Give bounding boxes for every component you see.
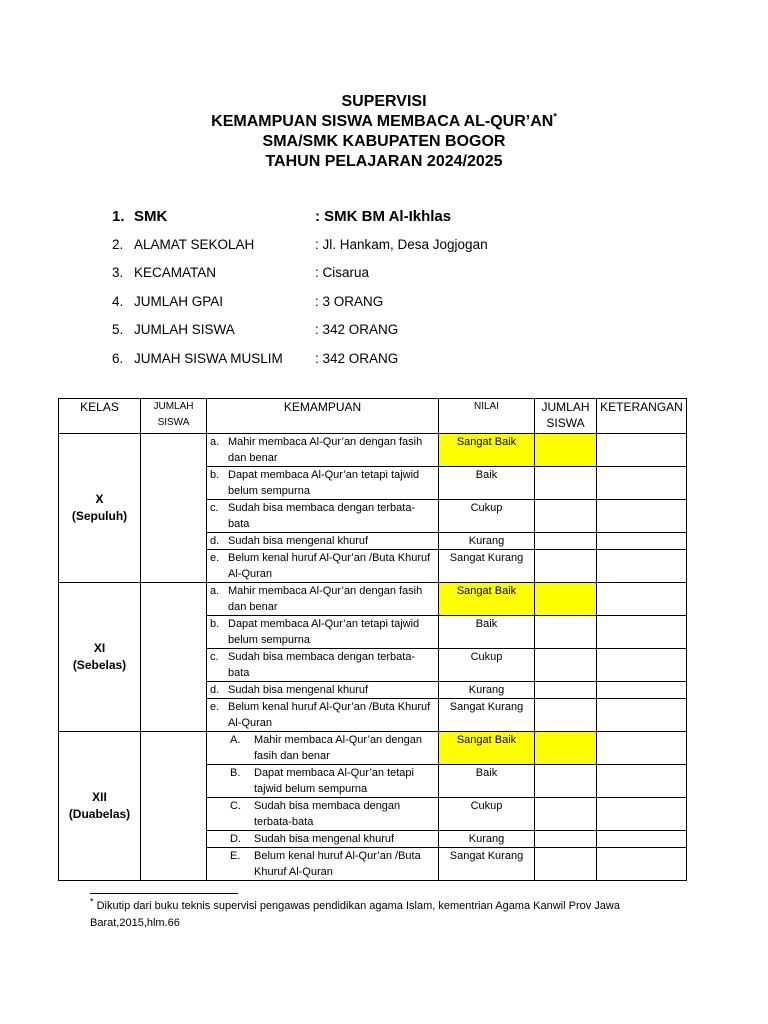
item-letter: e. [210,552,220,564]
jumlah-cell [535,616,597,649]
item-letter: E. [230,850,241,862]
footnote-mark: * [90,896,94,907]
nilai-cell: Cukup [439,649,535,682]
item-letter: C. [230,800,241,812]
jumlah-cell [535,649,597,682]
kemampuan-cell [207,798,439,831]
kelas-cell [59,732,141,881]
item-letter: b. [210,618,220,630]
info-number: 1. [112,208,125,225]
item-text: Belum kenal huruf Al-Qur’an /Buta Khuruf Al-Quran [254,850,421,878]
kelas-sub: (Sepuluh) [71,509,128,523]
nilai-cell: Baik [439,616,535,649]
item-letter: a. [210,436,220,448]
info-number: 5. [112,322,124,338]
keterangan-cell [597,848,687,881]
kelas-cell [59,434,141,583]
jumlah-siswa-cell [141,583,207,732]
kemampuan-cell [207,699,439,732]
title-line-4: TAHUN PELAJARAN 2024/2025 [265,153,503,170]
item-text: Dapat membaca Al-Qur’an tetapi tajwid belum sempurna [254,767,414,795]
footnote-marker: * [553,111,557,122]
info-label: SMK [134,208,168,225]
kemampuan-cell [207,831,439,848]
keterangan-cell [597,550,687,583]
info-label: JUMAH SISWA MUSLIM [134,350,283,366]
item-text: Sudah bisa mengenal khuruf [254,833,395,845]
keterangan-cell [597,732,687,765]
keterangan-cell [597,649,687,682]
info-value: : Jl. Hankam, Desa Jogjogan [315,236,488,252]
item-text: Sudah bisa mengenal khuruf [228,684,369,696]
jumlah-cell [535,467,597,500]
nilai-cell: Baik [439,467,535,500]
kemampuan-cell [207,765,439,798]
jumlah-cell [535,732,597,765]
item-letter: e. [210,701,220,713]
footnote-separator [90,893,238,894]
nilai-cell: Kurang [439,533,535,550]
document-title [0,92,768,172]
info-number: 4. [112,293,124,309]
item-text: Belum kenal huruf Al-Qur’an /Buta Khuruf Al-Quran [228,552,431,580]
keterangan-cell [597,699,687,732]
item-text: Mahir membaca Al-Qur’an dengan fasih dan benar [228,585,423,613]
nilai-cell: Kurang [439,682,535,699]
nilai-cell: Sangat Kurang [439,848,535,881]
kelas-name: XII [92,790,107,804]
header-text: JUMLAH [541,400,590,414]
kemampuan-cell [207,848,439,881]
school-info-list [112,208,572,380]
jumlah-cell [535,533,597,550]
table-row [59,434,687,467]
nilai-cell: Sangat Kurang [439,699,535,732]
jumlah-cell [535,434,597,467]
table-row [59,732,687,765]
info-row [112,322,572,351]
col-header-kemampuan: KEMAMPUAN [207,399,439,434]
item-letter: d. [210,535,220,547]
title-line-2-text: KEMAMPUAN SISWA MEMBACA AL-QUR’AN [211,113,554,130]
keterangan-cell [597,434,687,467]
table-header-row [59,399,687,434]
kemampuan-cell [207,500,439,533]
info-number: 2. [112,236,124,252]
jumlah-cell [535,699,597,732]
item-text: Mahir membaca Al-Qur’an dengan fasih dan benar [254,734,422,762]
jumlah-cell [535,682,597,699]
kemampuan-cell [207,616,439,649]
item-text: Sudah bisa membaca dengan terbata-bata [228,651,416,679]
nilai-cell: Sangat Baik [439,732,535,765]
keterangan-cell [597,583,687,616]
header-text: JUMLAH [153,401,194,412]
info-label: KECAMATAN [134,265,217,281]
kemampuan-cell [207,649,439,682]
jumlah-cell [535,583,597,616]
info-value: : 342 ORANG [315,350,399,366]
item-text: Sudah bisa membaca dengan terbata-bata [254,800,401,828]
item-text: Sudah bisa membaca dengan terbata-bata [228,502,416,530]
kelas-name: X [95,492,104,506]
info-label: JUMLAH SISWA [134,322,235,338]
item-text: Sudah bisa mengenal khuruf [228,535,369,547]
keterangan-cell [597,533,687,550]
kelas-sub: (Duabelas) [68,807,131,821]
info-label: JUMLAH GPAI [134,293,224,309]
kemampuan-cell [207,682,439,699]
item-letter: c. [210,502,219,514]
jumlah-siswa-cell [141,732,207,881]
item-text: Mahir membaca Al-Qur’an dengan fasih dan benar [228,436,423,464]
jumlah-cell [535,848,597,881]
keterangan-cell [597,682,687,699]
item-letter: c. [210,651,219,663]
keterangan-cell [597,500,687,533]
footnote [90,898,670,932]
footnote-text: Dikutip dari buku teknis supervisi pengawas pendidikan agama Islam, kementrian Agama Kanwil Prov Jawa Barat,2015,hlm.66 [90,900,620,929]
info-row [112,237,572,266]
table-row [59,583,687,616]
item-letter: b. [210,469,220,481]
info-value: : SMK BM Al-Ikhlas [315,208,452,225]
keterangan-cell [597,616,687,649]
title-line-3: SMA/SMK KABUPATEN BOGOR [262,133,506,150]
nilai-cell: Sangat Baik [439,583,535,616]
kemampuan-cell [207,550,439,583]
title-line-2 [0,112,768,132]
col-header-jumlah-siswa-2 [535,399,597,434]
info-value: : 3 ORANG [315,293,384,309]
jumlah-cell [535,500,597,533]
supervision-table [58,398,687,881]
kemampuan-cell [207,583,439,616]
item-letter: D. [230,833,241,845]
kelas-cell [59,583,141,732]
nilai-cell: Baik [439,765,535,798]
item-letter: a. [210,585,220,597]
item-text: Belum kenal huruf Al-Qur’an /Buta Khuruf Al-Quran [228,701,431,729]
header-text: SISWA [157,417,190,428]
jumlah-cell [535,831,597,848]
header-text: SISWA [546,416,585,430]
item-text: Dapat membaca Al-Qur’an tetapi tajwid belum sempurna [228,469,420,497]
info-row [112,351,572,380]
keterangan-cell [597,467,687,500]
info-row [112,208,572,237]
col-header-keterangan: KETERANGAN [597,399,687,434]
kelas-name: XI [93,641,106,655]
kemampuan-cell [207,533,439,550]
nilai-cell: Kurang [439,831,535,848]
info-number: 6. [112,350,124,366]
nilai-cell: Cukup [439,500,535,533]
item-letter: B. [230,767,241,779]
nilai-cell: Sangat Kurang [439,550,535,583]
jumlah-cell [535,798,597,831]
keterangan-cell [597,831,687,848]
info-label: ALAMAT SEKOLAH [134,236,255,252]
info-value: : 342 ORANG [315,322,399,338]
item-letter: d. [210,684,220,696]
nilai-cell: Sangat Baik [439,434,535,467]
item-text: Dapat membaca Al-Qur’an tetapi tajwid belum sempurna [228,618,420,646]
jumlah-cell [535,550,597,583]
jumlah-siswa-cell [141,434,207,583]
nilai-cell: Cukup [439,798,535,831]
kemampuan-cell [207,467,439,500]
info-number: 3. [112,265,124,281]
info-row [112,265,572,294]
keterangan-cell [597,798,687,831]
col-header-kelas: KELAS [59,399,141,434]
kelas-sub: (Sebelas) [72,658,127,672]
item-letter: A. [230,734,241,746]
col-header-jumlah-siswa [141,399,207,434]
title-line-1: SUPERVISI [341,93,427,110]
info-row [112,294,572,323]
info-value: : Cisarua [315,265,370,281]
jumlah-cell [535,765,597,798]
kemampuan-cell [207,732,439,765]
keterangan-cell [597,765,687,798]
col-header-nilai: NILAI [439,399,535,434]
kemampuan-cell [207,434,439,467]
